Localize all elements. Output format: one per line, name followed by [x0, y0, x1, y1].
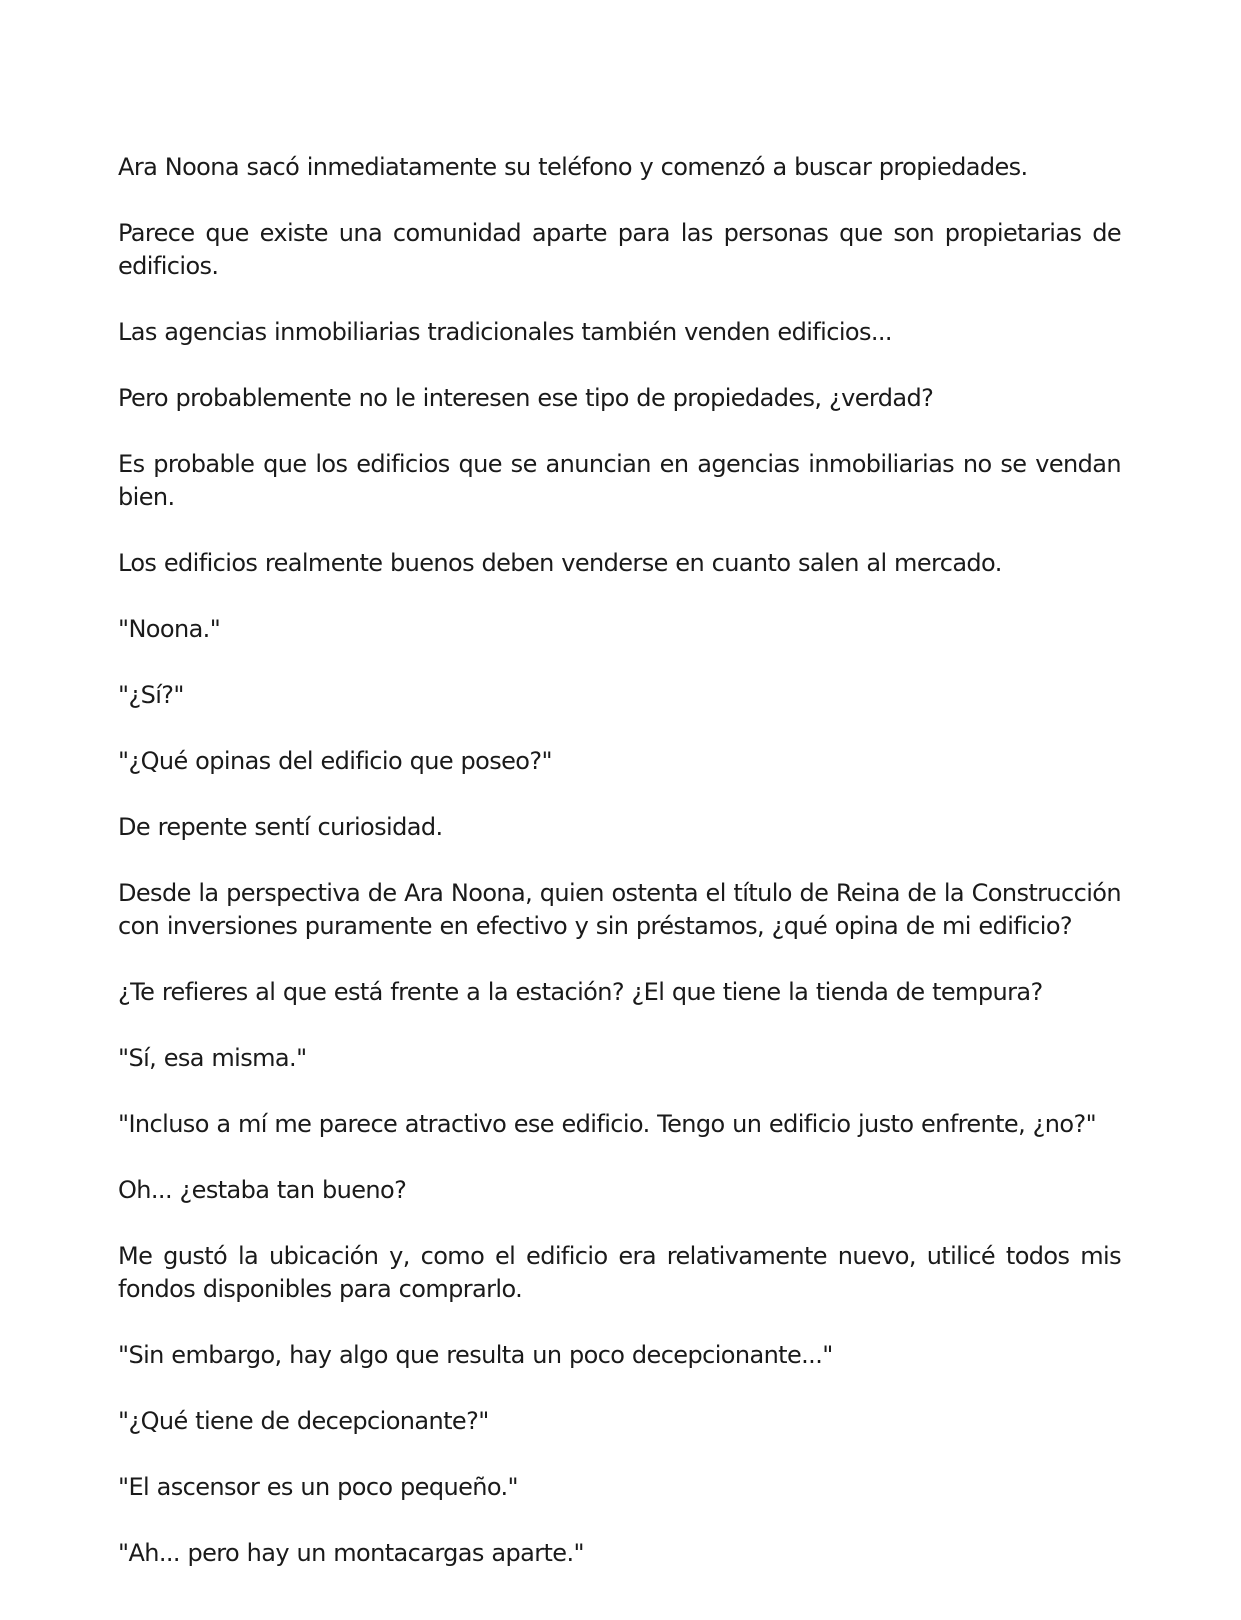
- paragraph-6: Los edificios realmente buenos deben venderse en cuanto salen al mercado.: [118, 549, 1002, 577]
- paragraph-8: "¿Sí?": [118, 681, 184, 709]
- document-body: [118, 151, 1121, 1603]
- paragraph-10: De repente sentí curiosidad.: [118, 813, 443, 841]
- paragraph-11: Desde la perspectiva de Ara Noona, quien ostenta el título de Reina de la Construcción con inversiones puramente en efectivo y sin préstamos, ¿qué opina de mi edificio?: [118, 879, 1121, 940]
- paragraph-12: ¿Te refieres al que está frente a la estación? ¿El que tiene la tienda de tempura?: [118, 978, 1043, 1006]
- paragraph-2: Parece que existe una comunidad aparte para las personas que son propietarias de edificios.: [118, 219, 1121, 280]
- paragraph-9: "¿Qué opinas del edificio que poseo?": [118, 747, 552, 775]
- paragraph-5: Es probable que los edificios que se anuncian en agencias inmobiliarias no se vendan bien.: [118, 450, 1121, 511]
- paragraph-16: Me gustó la ubicación y, como el edificio era relativamente nuevo, utilicé todos mis fondos disponibles para comprarlo.: [118, 1242, 1121, 1303]
- paragraph-20: "Ah... pero hay un montacargas aparte.": [118, 1539, 584, 1567]
- paragraph-1: Ara Noona sacó inmediatamente su teléfono y comenzó a buscar propiedades.: [118, 153, 1028, 181]
- paragraph-3: Las agencias inmobiliarias tradicionales también venden edificios...: [118, 318, 892, 346]
- paragraph-4: Pero probablemente no le interesen ese tipo de propiedades, ¿verdad?: [118, 384, 934, 412]
- paragraph-15: Oh... ¿estaba tan bueno?: [118, 1176, 407, 1204]
- paragraph-7: "Noona.": [118, 615, 221, 643]
- paragraph-17: "Sin embargo, hay algo que resulta un poco decepcionante...": [118, 1341, 833, 1369]
- paragraph-13: "Sí, esa misma.": [118, 1044, 307, 1072]
- paragraph-18: "¿Qué tiene de decepcionante?": [118, 1407, 489, 1435]
- paragraph-19: "El ascensor es un poco pequeño.": [118, 1473, 518, 1501]
- paragraph-14: "Incluso a mí me parece atractivo ese edificio. Tengo un edificio justo enfrente, ¿no?": [118, 1110, 1097, 1138]
